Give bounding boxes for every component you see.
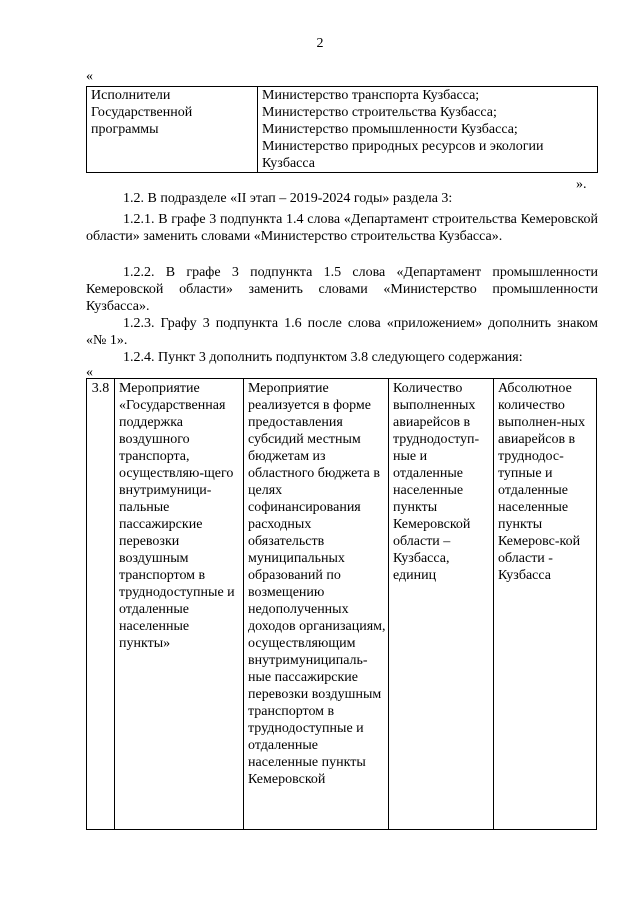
executors-label: Исполнители Государственной программы bbox=[87, 87, 258, 173]
page-number: 2 bbox=[316, 36, 324, 51]
item-number: 3.8 bbox=[87, 379, 115, 830]
opening-quote-2: « bbox=[86, 365, 93, 380]
table-row bbox=[87, 379, 597, 830]
opening-quote-1: « bbox=[86, 69, 93, 84]
executors-list: Министерство транспорта Кузбасса; Министерство строительства Кузбасса; Министерство промышленности Кузбасса; Министерство природных ресурсов и экологии Кузбасса bbox=[258, 87, 598, 173]
measure-description: Мероприятие реализуется в форме предоставления субсидий местным бюджетам из областного бюджета в целях софинансирования расходных обязательств муниципальных образований по возмещению недополученных доходов организациям, осуществляющим внутримуниципаль-ные пассажирские перевозки воздушным транспортом в труднодоступные и отдаленные населенные пункты Кемеровской bbox=[244, 379, 389, 830]
paragraph-1-2-3: 1.2.3. Графу 3 подпункта 1.6 после слова «приложением» дополнить знаком «№ 1». bbox=[86, 316, 598, 348]
closing-quote: ». bbox=[576, 177, 587, 192]
measure-table bbox=[86, 378, 597, 830]
indicator-method: Абсолютное количество выполнен-ных авиарейсов в труднодос-тупные и отдаленные населенные пункты Кемеровс-кой области - Кузбасса bbox=[494, 379, 597, 830]
executors-table bbox=[86, 86, 598, 173]
paragraph-1-2: 1.2. В подразделе «II этап – 2019-2024 годы» раздела 3: bbox=[123, 191, 453, 206]
paragraph-1-2-1: 1.2.1. В графе 3 подпункта 1.4 слова «Департамент строительства Кемеровской области» заменить словами «Министерство строительства Кузбасса». bbox=[86, 212, 598, 244]
table-row bbox=[87, 87, 598, 173]
indicator-name: Количество выполненных авиарейсов в труднодоступ-ные и отдаленные населенные пункты Кемеровской области – Кузбасса, единиц bbox=[389, 379, 494, 830]
measure-name: Мероприятие «Государственная поддержка воздушного транспорта, осуществляю-щего внутримуници-пальные пассажирские перевозки воздушным транспортом в труднодоступные и отдаленные населенные пункты» bbox=[115, 379, 244, 830]
paragraph-1-2-4: 1.2.4. Пункт 3 дополнить подпунктом 3.8 следующего содержания: bbox=[123, 350, 523, 365]
paragraph-1-2-2: 1.2.2. В графе 3 подпункта 1.5 слова «Департамент промышленности Кемеровской области» заменить словами «Министерство промышленности Кузбасса». bbox=[86, 265, 598, 314]
